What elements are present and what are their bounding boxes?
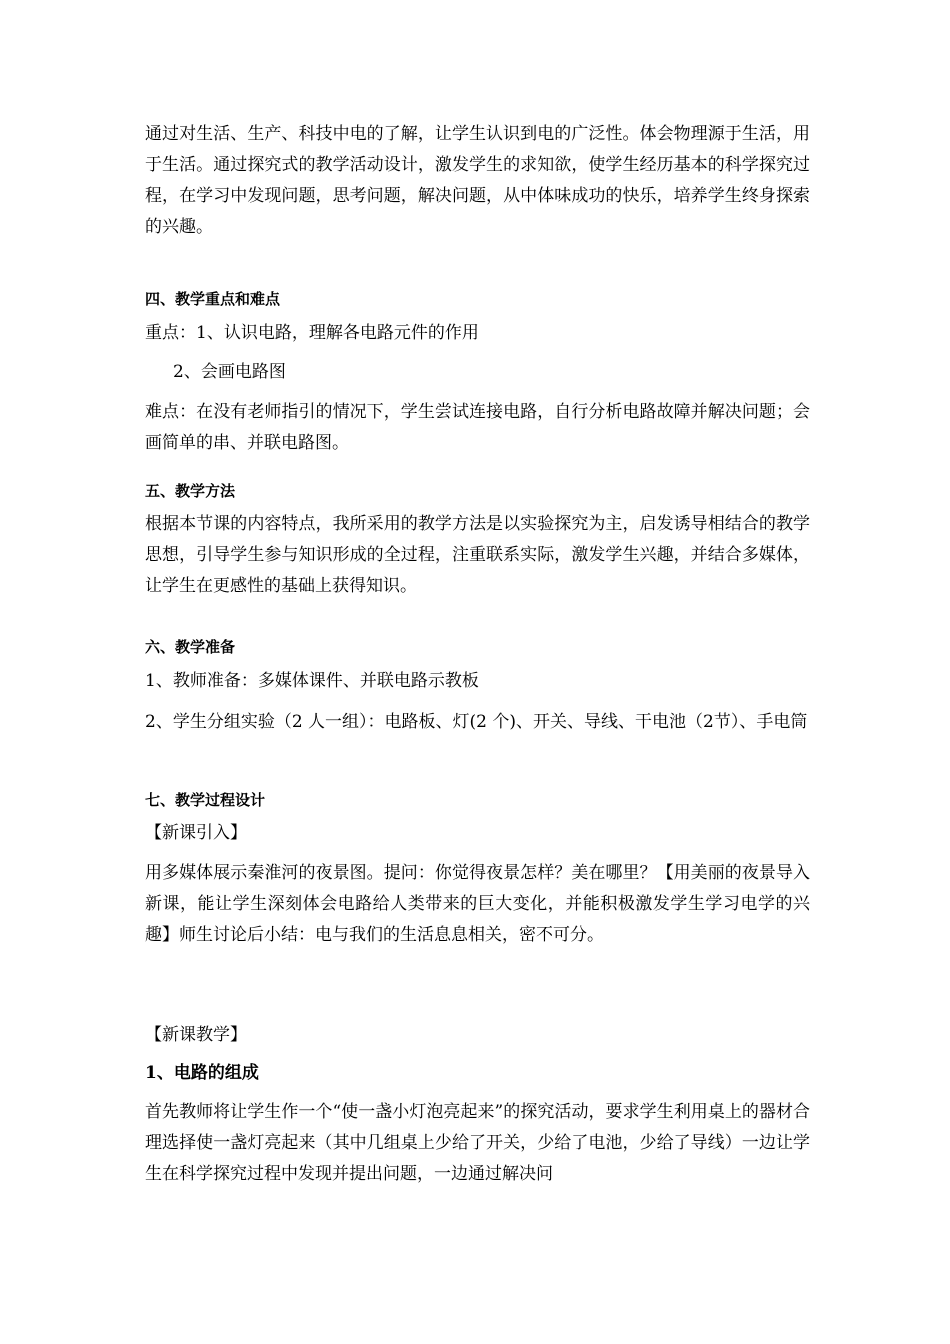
method-paragraph: 根据本节课的内容特点，我所采用的教学方法是以实验探究为主，启发诱导相结合的教学思想，引导学生参与知识形成的全过程，注重联系实际，激发学生兴趣，并结合多媒体，让学生在更感性的基础上获得知识。 <box>145 514 810 596</box>
section-1-heading: 1、电路的组成 <box>145 1063 259 1083</box>
section-1-paragraph: 首先教师将让学生作一个“使一盏小灯泡亮起来”的探究活动，要求学生利用桌上的器材合理选择使一盏灯亮起来（其中几组桌上少给了开关，少给了电池，少给了导线）一边让学生在科学探究过程中发现并提出问题，一边通过解决问 <box>145 1102 810 1184</box>
heading-key-points: 四、教学重点和难点 <box>145 290 281 308</box>
heading-method: 五、教学方法 <box>145 482 236 500</box>
intro-paragraph: 用多媒体展示秦淮河的夜景图。提问：你觉得夜景怎样？美在哪里？【用美丽的夜景导入新课，能让学生深刻体会电路给人类带来的巨大变化，并能积极激发学生学习电学的兴趣】师生讨论后小结：电与我们的生活息息相关，密不可分。 <box>145 863 810 945</box>
key-point-1: 重点：1、认识电路，理解各电路元件的作用 <box>145 323 479 343</box>
paragraph-intro: 通过对生活、生产、科技中电的了解，让学生认识到电的广泛性。体会物理源于生活，用于生活。通过探究式的教学活动设计，激发学生的求知欲，使学生经历基本的科学探究过程，在学习中发现问题，思考问题，解决问题，从中体味成功的快乐，培养学生终身探索的兴趣。 <box>145 124 810 237</box>
key-point-2: 2、会画电路图 <box>173 362 286 382</box>
prep-item-1: 1、教师准备：多媒体课件、并联电路示教板 <box>145 671 479 691</box>
heading-preparation: 六、教学准备 <box>145 638 236 656</box>
heading-process: 七、教学过程设计 <box>145 791 266 809</box>
intro-tag: 【新课引入】 <box>145 823 247 843</box>
prep-item-2: 2、学生分组实验（2 人一组）：电路板、灯(2 个)、开关、导线、干电池（2节）、手电筒 <box>145 712 808 732</box>
teaching-tag: 【新课教学】 <box>145 1025 247 1045</box>
difficulty-paragraph: 难点：在没有老师指引的情况下，学生尝试连接电路，自行分析电路故障并解决问题；会画简单的串、并联电路图。 <box>145 402 810 453</box>
